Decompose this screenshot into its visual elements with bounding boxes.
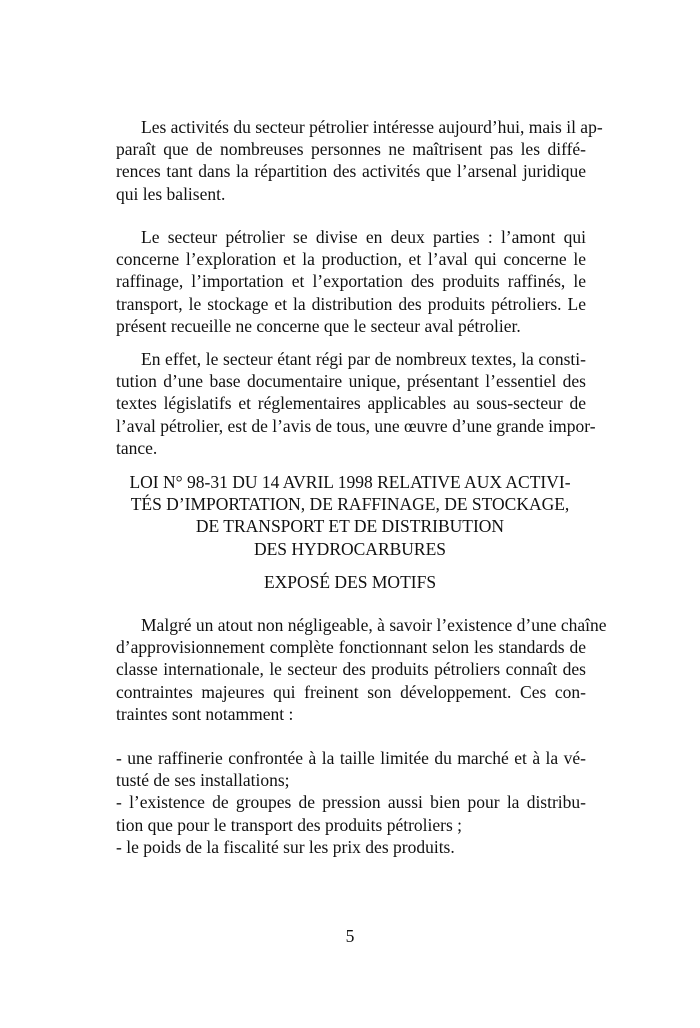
intro-paragraph-1 xyxy=(116,116,603,205)
text-line: paraît que de nombreuses personnes ne maîtrisent pas les diffé- xyxy=(116,139,586,160)
law-title-line: TÉS D’IMPORTATION, DE RAFFINAGE, DE STOCKAGE, xyxy=(130,494,570,515)
section-title-text: EXPOSÉ DES MOTIFS xyxy=(263,572,437,592)
text-line: tution d’une base documentaire unique, présentant l’essentiel des xyxy=(116,371,586,392)
text-line: classe internationale, le secteur des produits pétroliers connaît des xyxy=(116,659,586,680)
list-item-line: tion que pour le transport des produits pétroliers ; xyxy=(116,814,463,835)
text-line: transport, le stockage et la distribution des produits pétroliers. Le xyxy=(116,293,586,314)
text-line: contraintes majeures qui freinent son développement. Ces con- xyxy=(116,681,586,702)
law-title-line: DES HYDROCARBURES xyxy=(253,538,447,559)
page-number: 5 xyxy=(345,926,355,946)
section-title xyxy=(100,571,600,593)
list-item-line: - l’existence de groupes de pression aussi bien pour la distribu- xyxy=(116,792,586,813)
text-line: Les activités du secteur pétrolier intéresse aujourd’hui, mais il ap- xyxy=(141,117,603,137)
text-line: rences tant dans la répartition des activités que l’arsenal juridique xyxy=(116,161,586,182)
law-title-line: DE TRANSPORT ET DE DISTRIBUTION xyxy=(195,516,505,537)
text-line: raffinage, l’importation et l’exportation des produits raffinés, le xyxy=(116,271,586,292)
motifs-paragraph xyxy=(116,614,607,725)
text-line: concerne l’exploration et la production, et l’aval qui concerne le xyxy=(116,249,586,270)
text-line: Le secteur pétrolier se divise en deux parties : l’amont qui xyxy=(141,227,586,247)
text-line: textes législatifs et réglementaires applicables au sous-secteur de xyxy=(116,393,586,414)
law-title xyxy=(100,471,600,560)
text-line: traintes sont notamment : xyxy=(116,703,294,724)
law-title-line: LOI N° 98-31 DU 14 AVRIL 1998 RELATIVE AUX ACTIVI- xyxy=(129,472,571,492)
text-line: Malgré un atout non négligeable, à savoir l’existence d’une chaîne xyxy=(141,615,607,635)
text-line: l’aval pétrolier, est de l’avis de tous, une œuvre d’une grande impor- xyxy=(116,415,596,436)
list-item-line: tusté de ses installations; xyxy=(116,770,290,791)
list-item-line: - le poids de la fiscalité sur les prix des produits. xyxy=(116,836,455,857)
text-line: d’approvisionnement complète fonctionnant selon les standards de xyxy=(116,637,586,658)
intro-paragraph-2 xyxy=(116,226,586,337)
text-line: présent recueille ne concerne que le secteur aval pétrolier. xyxy=(116,315,521,336)
constraints-list xyxy=(116,747,586,858)
list-item-line: - une raffinerie confrontée à la taille limitée du marché et à la vé- xyxy=(116,748,586,768)
intro-paragraph-3 xyxy=(116,348,596,459)
text-line: qui les balisent. xyxy=(116,183,226,204)
text-line: En effet, le secteur étant régi par de nombreux textes, la consti- xyxy=(141,349,586,369)
text-line: tance. xyxy=(116,437,158,458)
